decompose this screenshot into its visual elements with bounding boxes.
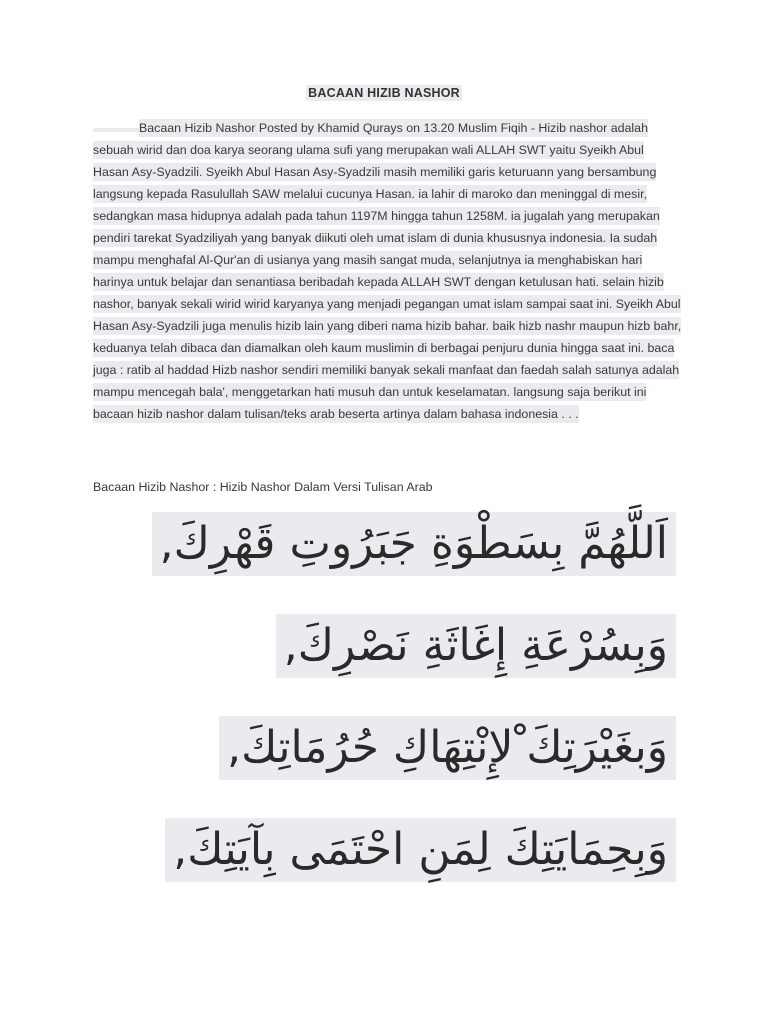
document-title [0,86,768,100]
arabic-line-3: وَبغَيْرَتِكَ ْلإِنْتِهَاكِ حُرُمَاتِكَ, [219,716,676,780]
arabic-line-1: اَللَّهُمَّ بِسَطْوَةِ جَبَرُوتِ قَهْرِكَ, [152,512,676,576]
body-paragraph-text: Bacaan Hizib Nashor Posted by Khamid Qurays on 13.20 Muslim Fiqih - Hizib nashor adalah sebuah wirid dan doa karya seorang ulama sufi yang merupakan wali ALLAH SWT yaitu Syeikh Abul Hasan Asy-Syadzili. Syeikh Abul Hasan Asy-Syadzili masih memiliki garis keturuann yang bersambung langsung kepada Rasulullah SAW melalui cucunya Hasan. ia lahir di maroko dan meninggal di mesir, sedangkan masa hidupnya adalah pada tahun 1197M hingga tahun 1258M. ia jugalah yang merupakan pendiri tarekat Syadziliyah yang banyak diikuti oleh umat islam di dunia khususnya indonesia. Ia sudah mampu menghafal Al-Qur'an di usianya yang masih sangat muda, selanjutnya ia menghabiskan hari harinya untuk belajar dan senantiasa beribadah kepada ALLAH SWT dengan ketulusan hati. selain hizib nashor, banyak sekali wirid wirid karyanya yang menjadi pegangan umat islam sampai saat ini. Syeikh Abul Hasan Asy-Syadzili juga menulis hizib lain yang diberi nama hizib bahar. baik hizb nashr maupun hizb bahr, keduanya telah dibaca dan diamalkan oleh kaum muslimin di berbagai penjuru dunia hingga saat ini. baca juga : ratib al haddad Hizb nashor sendiri memiliki banyak sekali manfaat dan faedah salah satunya adalah mampu mencegah bala', menggetarkan hati musuh dan untuk keselamatan. langsung saja berikut ini bacaan hizib nashor dalam tulisan/teks arab beserta artinya dalam bahasa indonesia . . . [93,121,682,421]
document-title-text: BACAAN HIZIB NASHOR [308,86,460,100]
subheading: Bacaan Hizib Nashor : Hizib Nashor Dalam Versi Tulisan Arab [93,480,433,494]
arabic-line-4: وَبِحِمَايَتِكَ لِمَنِ احْتَمَى بِآيَتِكَ, [165,818,676,882]
body-paragraph [93,117,683,425]
paragraph-indent [93,128,139,132]
arabic-line-2: وَبِسُرْعَةِ إِغَاثَةِ نَصْرِكَ, [276,614,676,678]
